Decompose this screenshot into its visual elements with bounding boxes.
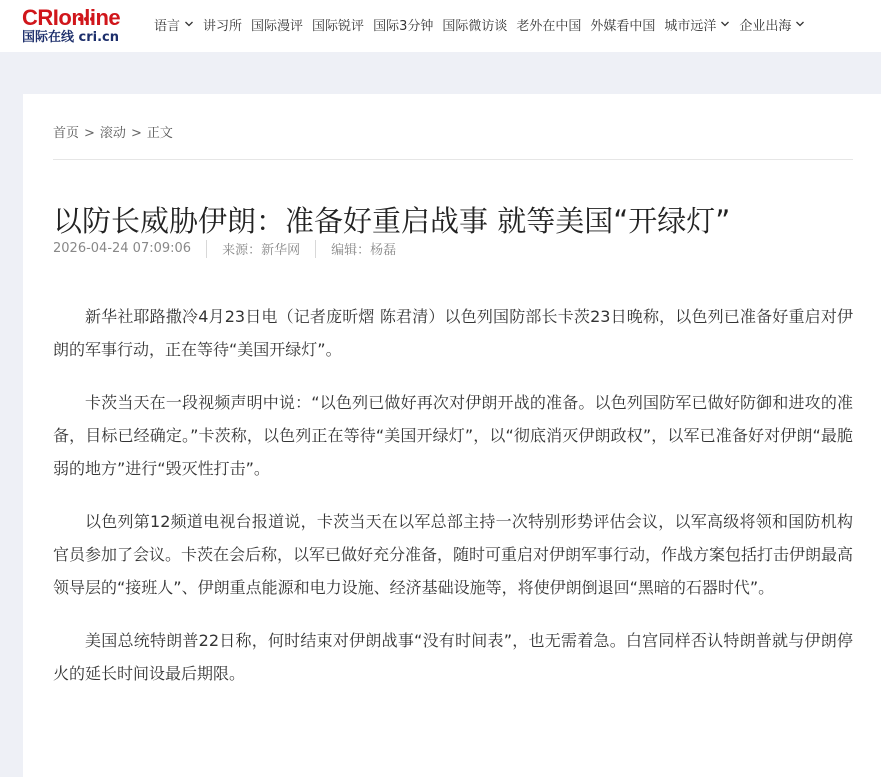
nav-item-label: 国际锐评 [312,18,365,34]
article-paragraph: 新华社耶路撒冷4月23日电（记者庞昕熠 陈君清）以色列国防部长卡茨23日晚称，以色列已准备好重启对伊朗的军事行动，正在等待“美国开绿灯”。 [53,307,853,359]
article-card [23,94,881,777]
article-paragraph: 以色列第12频道电视台报道说，卡茨当天在以军总部主持一次特别形势评估会议，以军高级将领和国防机构官员参加了会议。卡茨在会后称，以军已做好充分准备，随时可重启对伊朗军事行动，作战方案包括打击伊朗最高领导层的“接班人”、伊朗重点能源和电力设施、经济基础设施等，将使伊朗倒退回“黑暗的石器时代”。 [53,512,854,597]
nav-item-0[interactable] [154,15,194,34]
nav-item-4[interactable] [373,15,433,34]
nav-item-label: 语言 [154,18,181,34]
publish-date: 2026-04-24 07:09:06 [53,241,192,256]
logo-main-text: CRIonline [22,5,121,30]
header-divider [53,159,853,160]
nav-item-label: 国际漫评 [251,18,304,34]
nav-item-5[interactable] [442,15,507,34]
nav-item-8[interactable] [664,15,730,34]
article-editor: 编辑：杨磊 [331,243,397,258]
nav-item-label: 老外在中国 [516,18,582,34]
nav-item-1[interactable] [203,15,242,34]
article-paragraph: 美国总统特朗普22日称，何时结束对伊朗战事“没有时间表”，也无需着急。白宫同样否认特朗普就与伊朗停火的延长时间设最后期限。 [53,631,853,683]
nav-item-6[interactable] [516,15,581,34]
breadcrumb-home-link[interactable]: 首页 [53,126,80,141]
nav-item-label: 国际微访谈 [442,18,508,34]
nav-item-label: 企业出海 [739,18,792,34]
breadcrumb-separator: > [84,126,95,141]
meta-divider [315,240,316,258]
breadcrumb-scroll-link[interactable]: 滚动 [99,126,126,141]
nav-item-7[interactable] [590,15,655,34]
breadcrumb-separator: > [130,126,142,141]
nav-item-3[interactable] [312,15,364,34]
cri-online-logo[interactable] [22,4,132,48]
nav-item-label: 国际3分钟 [373,18,434,34]
chevron-down-icon [795,19,805,29]
meta-divider [206,240,207,258]
nav-item-2[interactable] [251,15,303,34]
top-navigation-bar [0,0,881,52]
breadcrumb [53,122,173,141]
article-source: 来源：新华网 [222,243,301,258]
article-title: 以防长威胁伊朗：准备好重启战事 就等美国“开绿灯” [53,204,731,239]
article-body [53,300,853,710]
nav-item-label: 外媒看中国 [590,18,656,34]
article-meta [53,239,396,258]
nav-item-9[interactable] [739,15,805,34]
nav-item-label: 讲习所 [203,18,243,34]
breadcrumb-current: 正文 [146,126,173,141]
logo-sub-text: 国际在线 cri.cn [22,30,119,45]
chevron-down-icon [184,19,194,29]
main-nav [154,0,814,48]
article-paragraph: 卡茨当天在一段视频声明中说：“以色列已做好再次对伊朗开战的准备。以色列国防军已做好防御和进攻的准备，目标已经确定。”卡茨称，以色列正在等待“美国开绿灯”，以“彻底消灭伊朗政权”，以军已准备好对伊朗“最脆弱的地方”进行“毁灭性打击”。 [53,393,853,478]
chevron-down-icon [720,19,730,29]
nav-item-label: 城市远洋 [664,18,717,34]
